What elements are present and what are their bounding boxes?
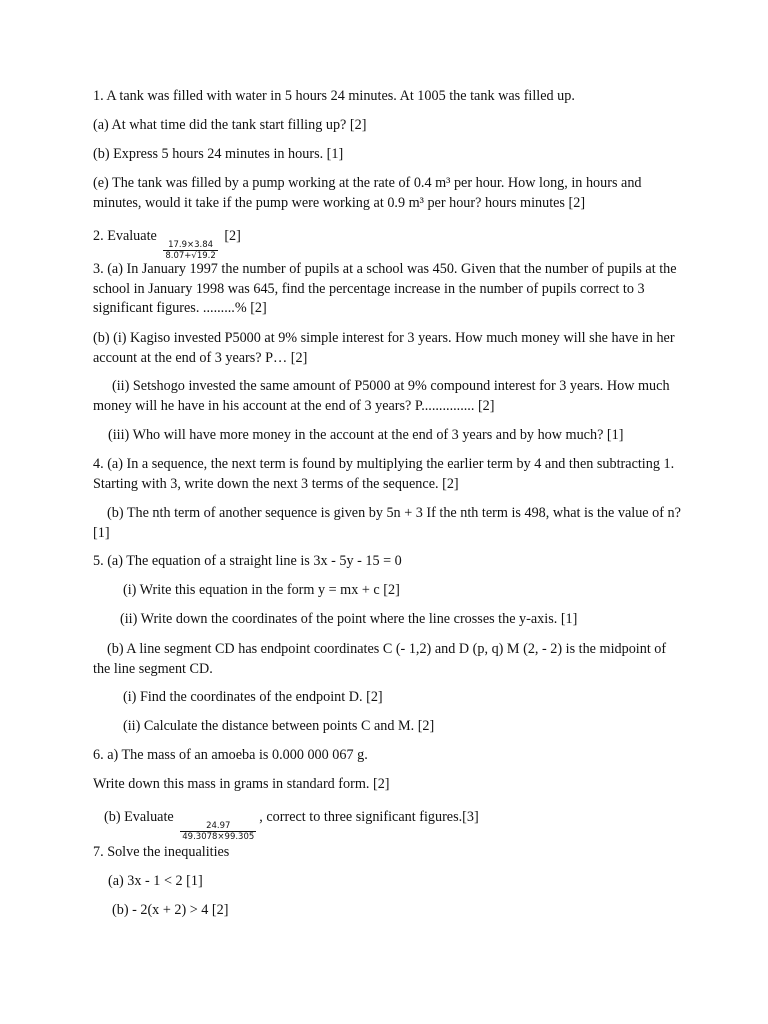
question-5a-ii: (ii) Write down the coordinates of the point where the line crosses the y-axis. [1] bbox=[120, 611, 578, 627]
question-3b-ii: (ii) Setshogo invested the same amount of P5000 at 9% compound interest for 3 years. How much money will he have in his account at the end of 3 years? P............... [2] bbox=[93, 378, 670, 414]
question-1a: (a) At what time did the tank start filling up? [2] bbox=[93, 117, 367, 133]
question-4b: (b) The nth term of another sequence is given by 5n + 3 If the nth term is 498, what is the value of n? [1] bbox=[93, 505, 681, 541]
question-6b-suffix: , correct to three significant figures.[3] bbox=[259, 809, 479, 825]
question-7b: (b) - 2(x + 2) > 4 [2] bbox=[112, 902, 229, 918]
question-6b-numerator: 24.97 bbox=[206, 821, 231, 831]
question-5b-i: (i) Find the coordinates of the endpoint D. [2] bbox=[123, 689, 383, 705]
question-2 bbox=[93, 227, 683, 261]
question-7: 7. Solve the inequalities bbox=[93, 844, 230, 860]
question-3b-iii: (iii) Who will have more money in the account at the end of 3 years and by how much? [1] bbox=[108, 427, 624, 443]
question-1b: (b) Express 5 hours 24 minutes in hours. [1] bbox=[93, 146, 344, 162]
question-1-stem: 1. A tank was filled with water in 5 hours 24 minutes. At 1005 the tank was filled up. bbox=[93, 88, 575, 104]
question-4a: 4. (a) In a sequence, the next term is found by multiplying the earlier term by 4 and then subtracting 1. Starting with 3, write down the next 3 terms of the sequence. [2] bbox=[93, 456, 675, 492]
question-2-numerator: 17.9×3.84 bbox=[168, 240, 214, 250]
question-7a: (a) 3x - 1 < 2 [1] bbox=[108, 873, 203, 889]
question-2-marks: [2] bbox=[224, 228, 241, 244]
question-6b-prefix: (b) Evaluate bbox=[104, 809, 174, 825]
question-6b-denominator: 49.3078×99.305 bbox=[182, 832, 255, 842]
question-2-prefix: 2. Evaluate bbox=[93, 228, 157, 244]
question-6a-instruction: Write down this mass in grams in standard form. [2] bbox=[93, 776, 390, 792]
question-3b-i: (b) (i) Kagiso invested P5000 at 9% simple interest for 3 years. How much money will she have in her account at the end of 3 years? P… [2] bbox=[93, 330, 675, 366]
question-5a: 5. (a) The equation of a straight line is 3x - 5y - 15 = 0 bbox=[93, 553, 402, 569]
question-5b-ii: (ii) Calculate the distance between points C and M. [2] bbox=[123, 718, 435, 734]
question-6b-fraction bbox=[180, 821, 256, 842]
question-6a: 6. a) The mass of an amoeba is 0.000 000 067 g. bbox=[93, 747, 368, 763]
question-1e: (e) The tank was filled by a pump working at the rate of 0.4 m³ per hour. How long, in hours and minutes, would it take if the pump were working at 0.9 m³ per hour? hours minutes [2] bbox=[93, 175, 642, 211]
question-3a: 3. (a) In January 1997 the number of pupils at a school was 450. Given that the number of pupils at the school in January 1998 was 645, find the percentage increase in the number of pupils correct to 3 significant figures. .........% [2] bbox=[93, 261, 677, 316]
question-5b: (b) A line segment CD has endpoint coordinates C (- 1,2) and D (p, q) M (2, - 2) is the midpoint of the line segment CD. bbox=[93, 641, 667, 677]
question-2-fraction bbox=[163, 240, 217, 261]
question-5a-i: (i) Write this equation in the form y = mx + c [2] bbox=[123, 582, 400, 598]
question-6b bbox=[104, 808, 694, 842]
question-2-denominator: 8.07+√19.2 bbox=[165, 251, 216, 261]
